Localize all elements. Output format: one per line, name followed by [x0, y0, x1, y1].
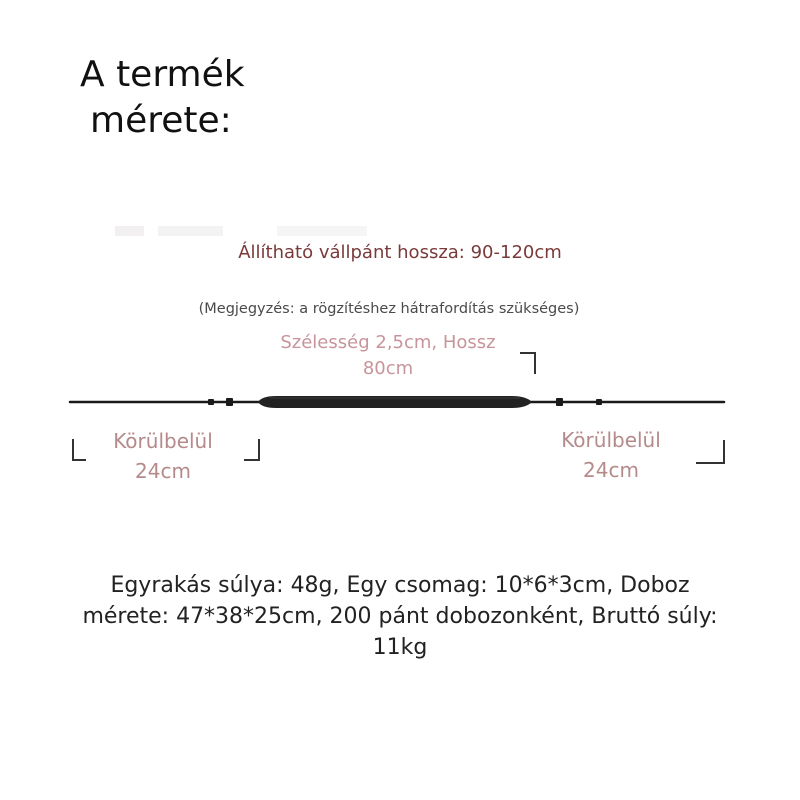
- right-end-length-label: [516, 425, 706, 485]
- adjustable-length-label: Állítható vállpánt hossza: 90-120cm: [238, 242, 562, 263]
- strap-clip-left-1: [208, 399, 214, 405]
- strap-diagram: [0, 380, 800, 430]
- specs-line-3: 11kg: [372, 635, 428, 660]
- note-label: (Megjegyzés: a rögzítéshez hátrafordítás szükséges): [198, 301, 580, 317]
- width-label-line-1: Szélesség 2,5cm, Hossz: [280, 332, 496, 353]
- specs-line-1: Egyrakás súlya: 48g, Egy csomag: 10*6*3cm, Doboz: [110, 573, 690, 598]
- left-bracket-end-vertical: [258, 439, 260, 461]
- middle-bracket-vertical: [534, 352, 536, 374]
- left-end-length-label: [68, 426, 258, 486]
- width-length-label: [250, 330, 526, 382]
- left-bracket-start-vertical: [72, 439, 74, 461]
- left-bracket-start-horizontal: [72, 459, 86, 461]
- right-end-line-1: Körülbelül: [561, 428, 661, 452]
- specs-line-2: mérete: 47*38*25cm, 200 pánt dobozonként, Bruttó súly:: [82, 604, 718, 629]
- strap-clip-right-1: [556, 398, 563, 406]
- strap-clip-right-2: [596, 399, 602, 405]
- title-line-2: mérete:: [90, 100, 232, 141]
- width-label-line-2: 80cm: [362, 358, 414, 379]
- left-bracket-end-horizontal: [244, 459, 260, 461]
- left-end-line-1: Körülbelül: [113, 429, 213, 453]
- title-line-1: A termék: [80, 54, 245, 95]
- product-specs: [20, 570, 780, 663]
- page-title: [80, 52, 245, 144]
- faded-text-remnant: [115, 226, 475, 236]
- right-bracket-vertical: [723, 440, 725, 464]
- middle-bracket-horizontal: [520, 352, 536, 354]
- left-end-line-2: 24cm: [135, 459, 191, 483]
- right-end-line-2: 24cm: [583, 458, 639, 482]
- right-bracket-horizontal: [696, 462, 725, 464]
- strap-clip-left-2: [226, 398, 233, 406]
